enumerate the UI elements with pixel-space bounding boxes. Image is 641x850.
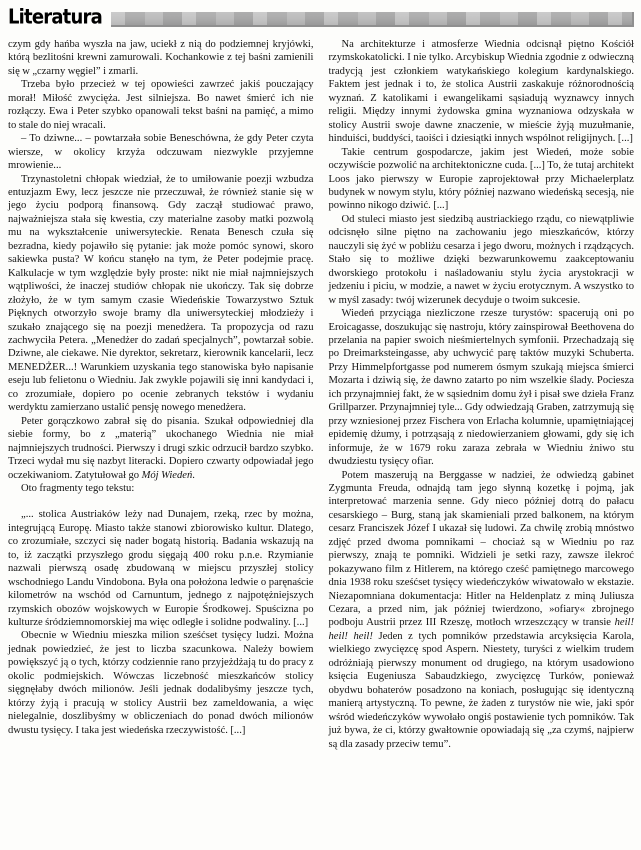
italic-text-segment: heil! heil! heil! bbox=[328, 617, 634, 642]
text-segment: Trzeba było przecież w tej opowieści zawrzeć jakiś pouczający morał! Miłość zwycięża. Jest silniejsza. Bo nawet śmierć ich nie rozłączy. Ewa i Peter szybko opanowali tekst baśni na pamięć, a mimo to stale do niej wracali. bbox=[8, 79, 314, 131]
paragraph bbox=[8, 508, 314, 629]
text-segment: Jeden z tych pomników przedstawia arcyksięcia Karola, wielkiego zwycięzcę spod Aspern. Niestety, turyści z wielkim trudem odróżniają pierwszy monument od drugiego, na którym usadowiono księcia Eugeniusza Sabaudzkiego, zwycięzcę Turków, ponieważ obydwu bohaterów posadzono na koniach, posługując się identyczną manierą artystyczną. To pewne, że żaden z turystów nie wie, jaki spór wśród wiedeńczyków wywołało ongiś postawienie tych pomników. Tak już bywa, że ci, którzy gwałtownie opowiadają się „za czymś, najpierw są dla zasady przeciw temu”. bbox=[328, 630, 634, 750]
italic-text-segment: Mój Wiedeń bbox=[141, 469, 193, 481]
page-title: Literatura bbox=[8, 5, 102, 30]
text-segment: Na architekturze i atmosferze Wiednia odcisnął piętno Kościół rzymskokatolicki. I nie tylko. Arcybiskup Wiednia zgodnie z odwieczną tradycją jest członkiem watykańskiego kolegium kardynalskiego. Faktem jest jednak i to, że stolica Austrii zaskakuje różnorodnością wyznań. Z katolikami i ewangelikami sąsiadują wyznawcy innych religii. Między innymi żydowska gmina wyznaniowa odzyskała w stolicy Austrii swoje dawne znaczenie, w mieście żyją muzułmanie, hinduiści, buddyści, taoiści i dziesiątki innych wspólnot religijnych. [...] bbox=[328, 39, 634, 145]
paragraph bbox=[8, 173, 314, 415]
text-segment: – To dziwne... – powtarzała sobie Beneschówna, że gdy Peter czyta wiersze, w okolicy krzyża odczuwam niezwykle przyjemne mrowienie... bbox=[8, 133, 314, 172]
text-segment: „... stolica Austriaków leży nad Dunajem, rzeką, rzec by można, integrującą Europę. Miasto także stanowi zbiorowisko kultur. Dlatego, co zrozumiałe, szczyci się nader bogatą historią. Badania wskazują na to, iż zaczątki przyszłego grodu sięgają 400 roku p.n.e. Rzymianie nazwali pierwszą osadę zbudowaną w miejscu przyszłej stolicy wschodniego Landu Vindobona. Była ona położona ledwie o paręnaście kilometrów na wschód od Carnuntum, jednego z najpotężniejszych rzymskich obozów wojskowych w Europie Środkowej. Spuścizna po kulturze śródziemnomorskiej ma więc odległe i solidne podwaliny. [...] bbox=[8, 509, 314, 629]
paragraph bbox=[8, 38, 314, 78]
text-segment: Obecnie w Wiedniu mieszka milion sześćset tysięcy ludzi. Można jednak powiedzieć, że jest to liczba szacunkowa. Należy bowiem powiększyć ją o tych, którzy codziennie rano przyjeżdżają tu do pracy z okolic podmiejskich. Wówczas liczebność mieszkańców stolicy sięgnęłaby dwóch milionów. Jeśli jednak dodalibyśmy jeszcze tych, którzy żyją i pracują w stolicy Austrii bez zameldowania, a więc nielegalnie, doszlibyśmy w obliczeniach do ponad dwóch milionów dwustu tysięcy. I taka jest wiedeńska rzeczywistość. [...] bbox=[8, 630, 314, 736]
paragraph bbox=[329, 38, 635, 146]
section-header bbox=[8, 6, 634, 30]
paragraph bbox=[8, 415, 314, 482]
text-segment: . bbox=[192, 469, 195, 481]
paragraph bbox=[8, 482, 314, 495]
header-rule-bar bbox=[111, 12, 634, 27]
paragraph bbox=[329, 307, 635, 468]
text-segment: czym gdy hańba wyszła na jaw, uciekł z nią do podziemnej kryjówki, którą bezlitośni krewni zamurowali. Kochankowie z tej baśni zamienili się w „czarny węgiel” i zmarli. bbox=[8, 39, 314, 77]
column-right bbox=[329, 38, 635, 751]
paragraph bbox=[329, 469, 635, 752]
text-segment: Potem maszerują na Berggasse w nadziei, że odwiedzą gabinet Zygmunta Freuda, odnajdą tam jego słynną kozetkę i pojmą, jak interpretować marzenia senne. Gdy nieco później dotrą do pałacu cesarskiego – Burg, staną jak skamieniali przed balkonem, na którym cesarz Franciszek Józef I ukazał się ludowi. Za chwilę zrobią mnóstwo zdjęć przed dwoma pomnikami – chociaż są w Wiedniu po raz pierwszy, znają te pomniki. Widzieli je setki razy, zawsze ilekroć pokazywano film z Hitlerem, na którego cześć pamiętnego marcowego dnia 1938 roku sześćset tysięcy wiedeńczyków wiwatowało w ekstazie. Niezapomniana dokumentacja: Hitler na Heldenplatz z miną Juliusza Cezara, a przed nim, jak później twierdzono, »ofiary« zbrojnego podboju Austrii przez III Rzeszę, motłoch wrzeszczący w transie bbox=[328, 469, 634, 629]
paragraph bbox=[8, 78, 314, 132]
text-segment: Oto fragmenty tego tekstu: bbox=[21, 482, 135, 494]
text-columns bbox=[8, 38, 634, 751]
paragraph bbox=[329, 213, 635, 307]
text-segment: Trzynastoletni chłopak wiedział, że to umiłowanie poezji wzbudza entuzjazm Ewy, lecz jeszcze nie przeczuwał, że również stanie się w jego życiu podporą finansową. Gdy zaczął studiować prawo, najważniejsza stała się kwestia, czy materialne zasoby matki pozwolą mu na wykształcenie uniwersyteckie. Renata Benesch czuła się bezradna, kiedy pojawiło się pytanie: jak może pomóc synowi, skoro sakiewka pusta? W końcu stanęło na tym, że Peter podejmie pracę. Kalkulacje w tym względzie były proste: nikt nie miał najmniejszych wątpliwości, że inaczej studiów chłopak nie ukończy. Tak się dobrze złożyło, że w tym samym czasie Wiedeńskie Towarzystwo Sztuk Pięknych otworzyło swoje bramy dla uniwersyteckiej młodzieży i szukało znającego się na poezji menedżera. Ta propozycja od razu zachwyciła Petera. „Menedżer do zadań specjalnych”, powtarzał sobie. Dziwne, ale ciekawe. Nie dyrektor, sekretarz, kierownik kancelarii, lecz MENEDŻER...! Warunkiem uzyskania tego stanowiska było napisanie eseju lub felietonu o Wiedniu. Jak zwykle pojawili się inni kandydaci i, co zrozumiałe, dopiero po ocenie zebranych tekstów i wydaniu werdyktu zamierzano ustalić pensję nowego menedżera. bbox=[8, 173, 314, 414]
text-segment: Takie centrum gospodarcze, jakim jest Wiedeń, może sobie oczywiście pozwolić na architektoniczne cuda. [...] To, że tutaj architekt Loos jako pierwszy w Europie zaprojektował przy Michaelerplatz budynek w nowym stylu, który później nazwano wiedeńską secesją, nie powinno nikogo dziwić. [...] bbox=[328, 146, 634, 212]
paragraph bbox=[8, 629, 314, 737]
text-segment: Od stuleci miasto jest siedzibą austriackiego rządu, co niewątpliwie odcisnęło silne piętno na zachowaniu jego mieszkańców, którzy nauczyli się żyć w pobliżu cesarza i jego dworu, możnych i rządzących. Stało się to możliwe dzięki bezwarunkowemu zaakceptowaniu dworskiego protokołu i naśladowaniu stylu życia arystokracji w jedzeniu i piciu, w modzie, a nawet w życiu erotycznym. A wszystko to w myśl zasady: twój wizerunek decyduje o twoim sukcesie. bbox=[328, 213, 634, 306]
column-left bbox=[8, 38, 314, 751]
text-segment: Wiedeń przyciąga niezliczone rzesze turystów: spacerują oni po Eroicagasse, doszukując się nastroju, który zainspirował Beethovena do przelania na papier swoich nieśmiertelnych symfonii. Przechadzają się po Dreimarksteingasse, aby uchwycić parę taktów muzyki Schuberta. Przy Himmelpfortgasse pod numerem ósmym szukają miejsca śmierci Mozarta i dziwią się, że dawno zatarto po nim wszelkie ślady. Pociesza ich przynajmniej fakt, że w sąsiednim domu żył i pisał swe dzieła Franz Grillparzer. Przynajmniej tyle... Gdy odwiedzają Graben, zatrzymują się przy wzniesionej przez Fischera von Erlacha kolumnie, upamiętniającej epidemię dżumy, i potrząsają z niedowierzaniem głowami, gdy się ich informuje, że w 1679 roku zaraza zebrała w Wiedniu żniwo stu dwudziestu tysięcy ofiar. bbox=[328, 308, 634, 468]
paragraph bbox=[329, 146, 635, 213]
paragraph bbox=[8, 132, 314, 172]
text-segment: Peter gorączkowo zabrał się do pisania. Szukał odpowiedniej dla siebie formy, bo z „materią” ukochanego Wiednia nie miał najmniejszych trudności. Pierwszy i drugi szkic odrzucił bardzo szybko. Trzeci wydał mu się nazbyt literacki. Dopiero czwarty odpowiadał jego oczekiwaniom. Zatytułował go bbox=[8, 415, 314, 481]
